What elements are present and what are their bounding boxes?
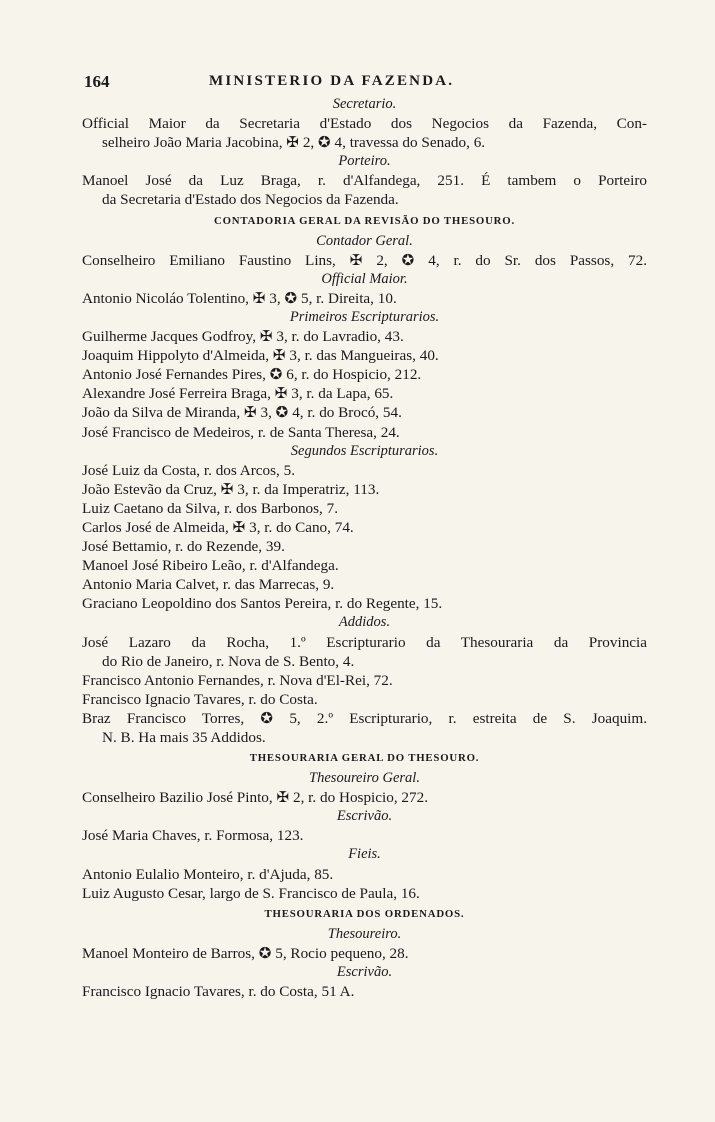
section-heading: THESOURARIA DOS ORDENADOS. <box>264 907 465 920</box>
running-title: MINISTERIO DA FAZENDA. <box>209 73 455 89</box>
entry-continuation: selheiro João Maria Jacobina, ✠ 2, ✪ 4, travessa do Senado, 6. <box>102 134 486 152</box>
entry-line: Braz Francisco Torres, ✪ 5, 2.º Escripturario, r. estreita de S. Joaquim. <box>82 709 647 727</box>
subheading: Contador Geral. <box>316 232 413 249</box>
section-heading: THESOURARIA GERAL DO THESOURO. <box>249 752 480 765</box>
subheading: Secretario. <box>332 96 397 112</box>
entry-line: Conselheiro Bazilio José Pinto, ✠ 2, r. do Hospicio, 272. <box>82 789 428 807</box>
entry-line: José Bettamio, r. do Rezende, 39. <box>82 538 285 556</box>
entry-line: José Maria Chaves, r. Formosa, 123. <box>82 827 304 845</box>
subheading: Segundos Escripturarios. <box>290 442 439 459</box>
entry-line: José Lazaro da Rocha, 1.º Escripturario da Thesouraria da Provincia <box>82 633 647 651</box>
entry-line: Manoel José da Luz Braga, r. d'Alfandega, 251. É tambem o Porteiro <box>82 172 647 190</box>
entry-line: Official Maior da Secretaria d'Estado dos Negocios da Fazenda, Con- <box>82 115 647 133</box>
subheading: Porteiro. <box>338 153 391 170</box>
entry-line: Francisco Ignacio Tavares, r. do Costa. <box>82 690 318 708</box>
entry-line: Antonio José Fernandes Pires, ✪ 6, r. do Hospicio, 212. <box>82 366 422 384</box>
entry-continuation: da Secretaria d'Estado dos Negocios da Fazenda. <box>102 191 399 209</box>
entry-line: Alexandre José Ferreira Braga, ✠ 3, r. da Lapa, 65. <box>82 385 394 403</box>
entry-line: Carlos José de Almeida, ✠ 3, r. do Cano, 74. <box>82 518 354 536</box>
entry-line: Antonio Nicoláo Tolentino, ✠ 3, ✪ 5, r. Direita, 10. <box>82 289 397 307</box>
entry-line: João Estevão da Cruz, ✠ 3, r. da Imperatriz, 113. <box>82 480 380 498</box>
entry-continuation: do Rio de Janeiro, r. Nova de S. Bento, 4. <box>102 652 355 670</box>
directory-listing <box>82 95 647 1001</box>
subheading: Primeiros Escripturarios. <box>289 308 440 325</box>
entry-line: Manoel Monteiro de Barros, ✪ 5, Rocio pequeno, 28. <box>82 944 409 962</box>
page-header <box>84 72 644 94</box>
subheading: Escrivão. <box>336 963 393 980</box>
entry-line: Luiz Augusto Cesar, largo de S. Francisco de Paula, 16. <box>82 884 420 902</box>
subheading: Official Maior. <box>321 270 408 287</box>
subheading: Escrivão. <box>336 808 393 825</box>
entry-line: José Luiz da Costa, r. dos Arcos, 5. <box>82 461 296 479</box>
entry-line: Antonio Maria Calvet, r. das Marrecas, 9. <box>82 576 335 594</box>
entry-line: Conselheiro Emiliano Faustino Lins, ✠ 2, ✪ 4, r. do Sr. dos Passos, 72. <box>82 251 647 269</box>
subheading: Addidos. <box>338 614 391 631</box>
entry-continuation: N. B. Ha mais 35 Addidos. <box>102 729 266 746</box>
entry-line: Graciano Leopoldino dos Santos Pereira, r. do Regente, 15. <box>82 595 443 613</box>
page-number: 164 <box>84 72 110 91</box>
section-heading: CONTADORIA GERAL DA REVISÃO DO THESOURO. <box>214 214 515 227</box>
entry-line: Antonio Eulalio Monteiro, r. d'Ajuda, 85. <box>82 865 334 883</box>
entry-line: Guilherme Jacques Godfroy, ✠ 3, r. do Lavradio, 43. <box>82 328 404 346</box>
entry-line: Joaquim Hippolyto d'Almeida, ✠ 3, r. das Mangueiras, 40. <box>82 347 439 365</box>
entry-line: Francisco Antonio Fernandes, r. Nova d'El-Rei, 72. <box>82 671 393 689</box>
subheading: Fieis. <box>348 846 381 863</box>
entry-line: Manoel José Ribeiro Leão, r. d'Alfandega. <box>82 557 339 575</box>
entry-line: José Francisco de Medeiros, r. de Santa Theresa, 24. <box>82 423 400 441</box>
entry-line: João da Silva de Miranda, ✠ 3, ✪ 4, r. do Brocó, 54. <box>82 404 402 422</box>
subheading: Thesoureiro. <box>327 925 402 942</box>
subheading: Thesoureiro Geral. <box>309 770 420 787</box>
entry-line: Luiz Caetano da Silva, r. dos Barbonos, 7. <box>82 499 339 517</box>
entry-line: Francisco Ignacio Tavares, r. do Costa, 51 A. <box>82 983 355 1001</box>
